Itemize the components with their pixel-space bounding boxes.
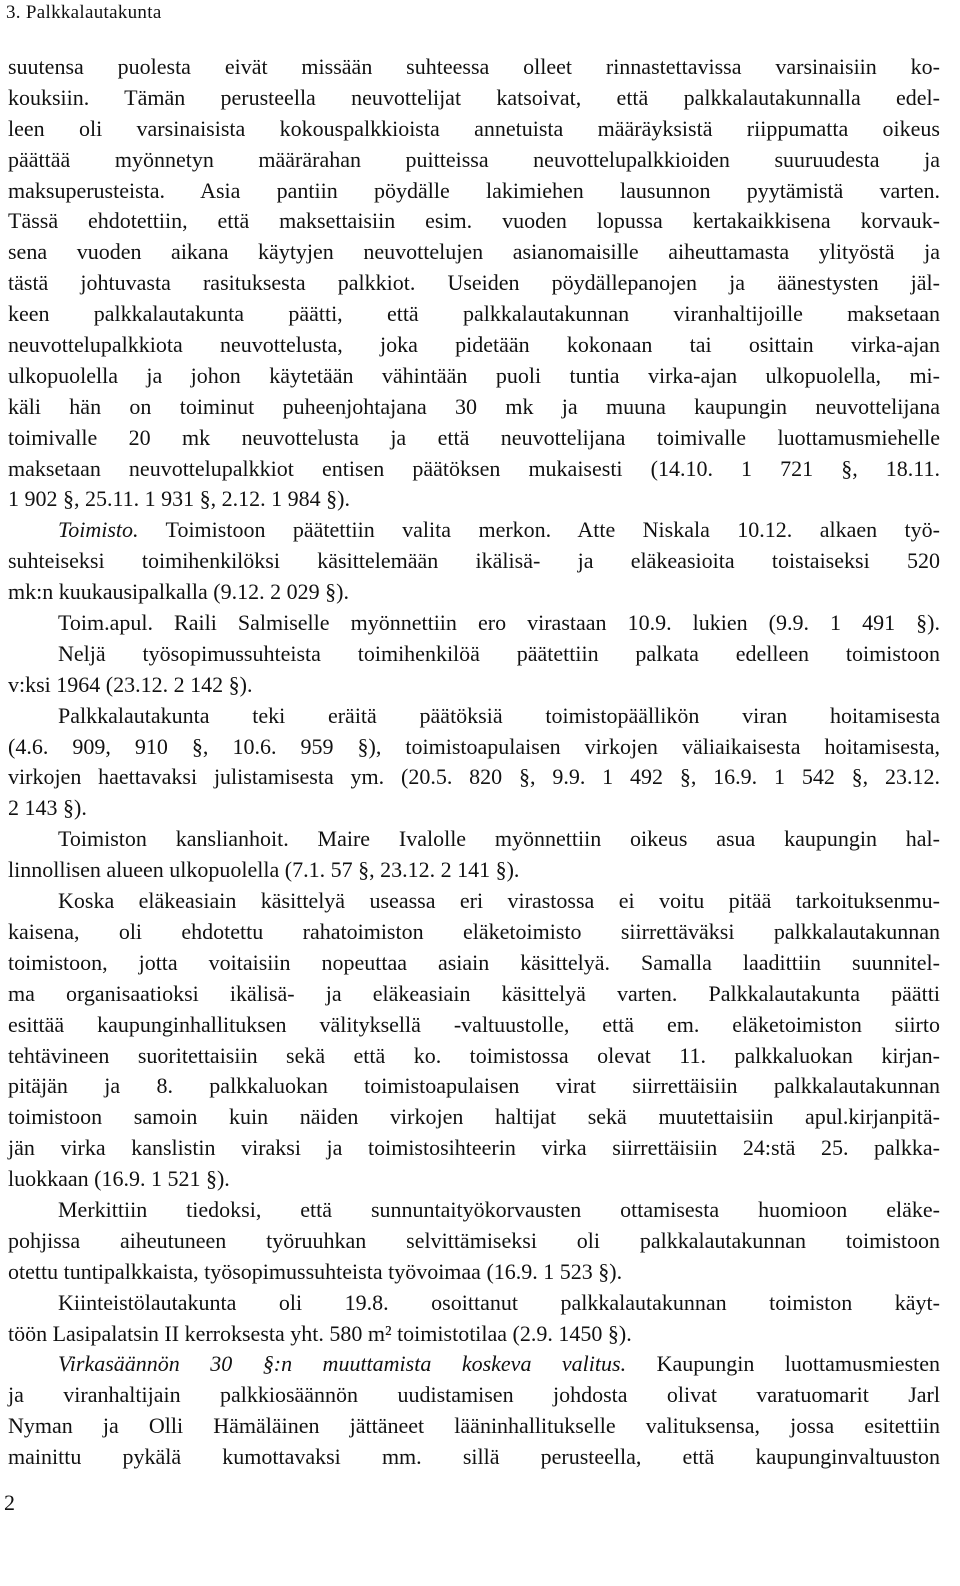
line-text: 1 902 §, 25.11. 1 931 §, 2.12. 1 984 §). xyxy=(8,486,351,512)
line-text: Toimistoon päätettiin valita merkon. Atte Niskala 10.12. alkaen työ- xyxy=(138,517,940,543)
line-text: leen oli varsinaisista kokouspalkkioista annetuista määräyksistä riippumatta oikeus xyxy=(8,115,940,141)
line-text: Kiinteistölautakunta oli 19.8. osoittanut palkkalautakunnan toimiston käyt- xyxy=(58,1289,940,1315)
italic-heading: Virkasäännön 30 §:n muuttamista koskeva valitus. xyxy=(58,1351,627,1377)
line-text: virkojen haettavaksi julistamisesta ym. (20.5. 820 §, 9.9. 1 492 §, 16.9. 1 542 §, 23.12. xyxy=(8,764,940,790)
line-text: suutensa puolesta eivät missään suhteessa olleet rinnastettavissa varsinaisiin ko- xyxy=(8,54,940,79)
line-text: toimistoon samoin kuin näiden virkojen haltijat sekä muutettaisiin apul.kirjanpitä- xyxy=(8,1104,940,1130)
text-line xyxy=(8,1380,940,1411)
line-text: toimivalle 20 mk neuvottelusta ja että neuvottelijana toimivalle luottamusmiehelle xyxy=(8,424,940,450)
text-line xyxy=(8,515,940,546)
line-text: töön Lasipalatsin II kerroksesta yht. 580 m² toimistotilaa (2.9. 1450 §). xyxy=(8,1320,632,1346)
text-line xyxy=(8,83,940,114)
page-number: 2 xyxy=(4,1490,15,1515)
line-text: päättää myönnetyn määrärahan puitteissa neuvottelupalkkioiden suuruudesta ja xyxy=(8,146,940,172)
text-line xyxy=(8,762,940,793)
text-line xyxy=(8,1411,940,1442)
text-line xyxy=(8,917,940,948)
line-text: Tässä ehdotettiin, että maksettaisiin esim. vuoden lopussa kertakaikkisena korvauk- xyxy=(8,208,940,234)
text-line xyxy=(8,268,940,299)
text-line xyxy=(8,1257,940,1288)
text-line xyxy=(8,484,940,515)
text-line xyxy=(8,299,940,330)
text-line xyxy=(8,979,940,1010)
text-line xyxy=(8,793,940,824)
text-line xyxy=(8,1133,940,1164)
line-text: sena vuoden aikana käytyjen neuvottelujen asianomaisille aiheuttamasta ylityöstä ja xyxy=(8,239,940,265)
line-text: mainittu pykälä kumottavaksi mm. sillä perusteella, että kaupunginvaltuuston xyxy=(8,1444,940,1470)
text-line xyxy=(8,1226,940,1257)
line-text: v:ksi 1964 (23.12. 2 142 §). xyxy=(8,671,253,697)
line-text: luokkaan (16.9. 1 521 §). xyxy=(8,1166,230,1192)
text-line xyxy=(8,392,940,423)
line-text: käli hän on toiminut puheenjohtajana 30 mk ja muuna kaupungin neuvottelijana xyxy=(8,393,940,419)
body-text xyxy=(8,52,940,1473)
text-line xyxy=(8,1041,940,1072)
line-text: Palkkalautakunta teki eräitä päätöksiä toimistopäällikön viran hoitamisesta xyxy=(58,702,940,728)
text-line xyxy=(8,206,940,237)
italic-heading: Toimisto. xyxy=(58,517,139,543)
text-line xyxy=(8,1349,940,1380)
line-text: jän virka kanslistin viraksi ja toimistosihteerin virka siirrettäisiin 24:stä 25. palkka- xyxy=(8,1135,940,1161)
text-line xyxy=(8,52,940,83)
line-text: otettu tuntipalkkaista, työsopimussuhteista työvoimaa (16.9. 1 523 §). xyxy=(8,1258,623,1284)
line-text: Kaupungin luottamusmiesten xyxy=(626,1351,941,1377)
text-line xyxy=(8,361,940,392)
line-text: ja viranhaltijain palkkiosäännön uudistamisen johdosta olivat varatuomarit Jarl xyxy=(8,1382,940,1408)
text-line xyxy=(8,639,940,670)
line-text: Toimiston kanslianhoit. Maire Ivalolle myönnettiin oikeus asua kaupungin hal- xyxy=(58,826,940,852)
text-line xyxy=(8,1102,940,1133)
line-text: Koska eläkeasiain käsittelyä useassa eri virastossa ei voitu pitää tarkoituksenmu- xyxy=(58,888,940,914)
line-text: pitäjän ja 8. palkkaluokan toimistoapulaisen virat siirrettäisiin palkkalautakunnan xyxy=(8,1073,940,1099)
text-line xyxy=(8,1071,940,1102)
text-line xyxy=(8,546,940,577)
line-text: toimistoon, jotta voitaisiin nopeuttaa asiain käsittelyä. Samalla laadittiin suunnitel- xyxy=(8,949,940,975)
text-line xyxy=(8,145,940,176)
line-text: keen palkkalautakunta päätti, että palkkalautakunnan viranhaltijoille maksetaan xyxy=(8,301,940,327)
line-text: mk:n kuukausipalkalla (9.12. 2 029 §). xyxy=(8,579,349,605)
line-text: maksetaan neuvottelupalkkiot entisen päätöksen mukaisesti (14.10. 1 721 §, 18.11. xyxy=(8,455,940,481)
running-header: 3. Palkkalautakunta xyxy=(6,2,162,23)
text-line xyxy=(8,176,940,207)
text-line xyxy=(8,824,940,855)
line-text: Toim.apul. Raili Salmiselle myönnettiin ero virastaan 10.9. lukien (9.9. 1 491 §). xyxy=(58,610,940,636)
line-text: Merkittiin tiedoksi, että sunnuntaityökorvausten ottamisesta huomioon eläke- xyxy=(58,1196,940,1222)
text-line xyxy=(8,454,940,485)
text-line xyxy=(8,670,940,701)
text-line xyxy=(8,701,940,732)
text-line xyxy=(8,330,940,361)
text-line xyxy=(8,1010,940,1041)
text-line xyxy=(8,608,940,639)
line-text: tästä johtuvasta rasituksesta palkkiot. Useiden pöydällepanojen ja äänestysten jäl- xyxy=(8,270,940,296)
line-text: Neljä työsopimussuhteista toimihenkilöä päätettiin palkata edelleen toimistoon xyxy=(58,640,940,666)
line-text: kaisena, oli ehdotettu rahatoimiston eläketoimisto siirrettäväksi palkkalautakunnan xyxy=(8,918,940,944)
text-line xyxy=(8,948,940,979)
text-line xyxy=(8,1288,940,1319)
line-text: suhteiseksi toimihenkilöksi käsittelemään ikälisä- ja eläkeasioita toistaiseksi 520 xyxy=(8,548,940,574)
line-text: ma organisaatioksi ikälisä- ja eläkeasiain käsittelyä varten. Palkkalautakunta päätti xyxy=(8,980,940,1006)
text-line xyxy=(8,1442,940,1473)
line-text: linnollisen alueen ulkopuolella (7.1. 57 §, 23.12. 2 141 §). xyxy=(8,857,520,883)
line-text: Nyman ja Olli Hämäläinen jättäneet lääninhallitukselle valituksensa, jossa esitettiin xyxy=(8,1413,940,1439)
line-text: neuvottelupalkkiota neuvottelusta, joka pidetään kokonaan tai osittain virka-ajan xyxy=(8,332,940,358)
line-text: tehtävineen suoritettaisiin sekä että ko. toimistossa olevat 11. palkkaluokan kirjan- xyxy=(8,1042,940,1068)
text-line xyxy=(8,1319,940,1350)
text-line xyxy=(8,577,940,608)
text-line xyxy=(8,855,940,886)
text-line xyxy=(8,114,940,145)
line-text: esittää kaupunginhallituksen välityksellä -valtuustolle, että em. eläketoimiston siirto xyxy=(8,1011,940,1037)
text-line xyxy=(8,732,940,763)
text-line xyxy=(8,1195,940,1226)
text-line xyxy=(8,423,940,454)
text-line xyxy=(8,886,940,917)
line-text: kouksiin. Tämän perusteella neuvottelijat katsoivat, että palkkalautakunnalla edel- xyxy=(8,84,940,110)
line-text: maksuperusteista. Asia pantiin pöydälle lakimiehen lausunnon pyytämistä varten. xyxy=(8,177,940,203)
line-text: 2 143 §). xyxy=(8,795,87,821)
line-text: (4.6. 909, 910 §, 10.6. 959 §), toimistoapulaisen virkojen väliaikaisesta hoitamisesta, xyxy=(8,733,940,759)
line-text: ulkopuolella ja johon käytetään vähintään puoli tuntia virka-ajan ulkopuolella, mi- xyxy=(8,362,940,388)
line-text: pohjissa aiheutuneen työruuhkan selvittämiseksi oli palkkalautakunnan toimistoon xyxy=(8,1227,940,1253)
text-line xyxy=(8,1164,940,1195)
text-line xyxy=(8,237,940,268)
